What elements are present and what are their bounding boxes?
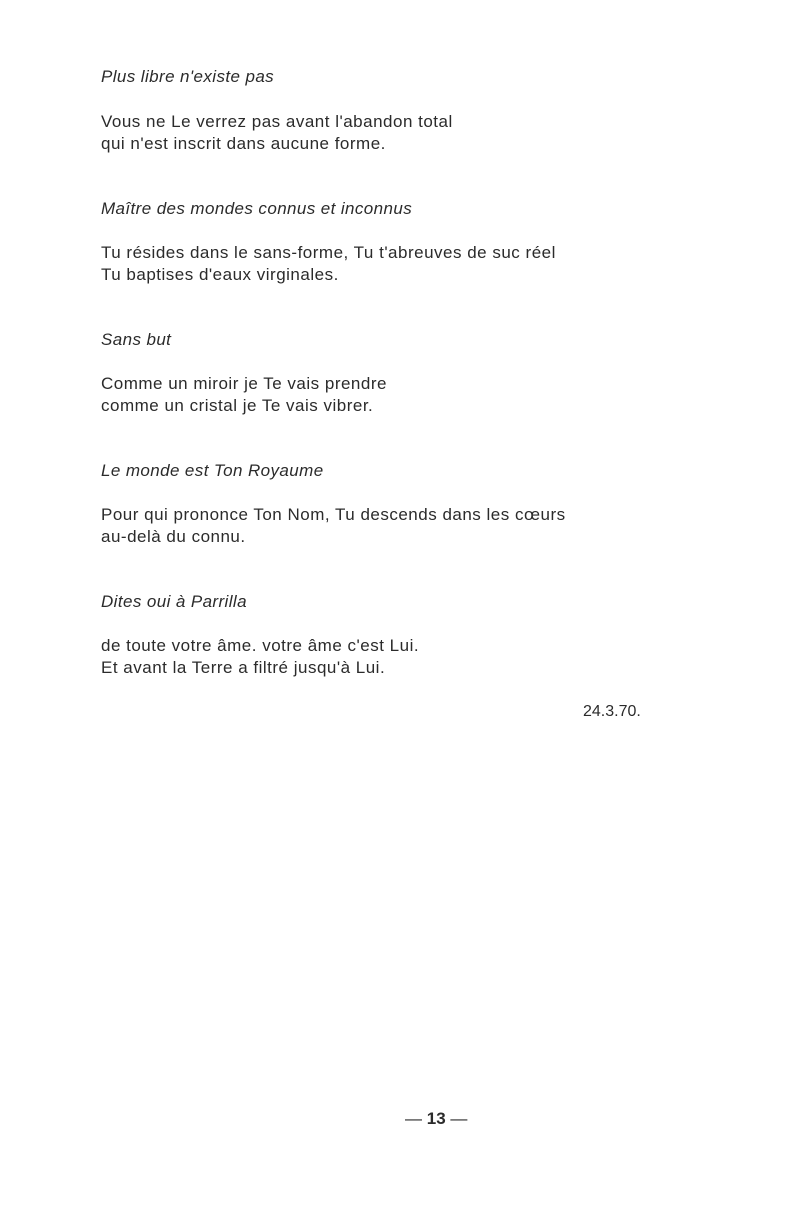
poem-title: Sans but (101, 330, 172, 349)
date-stamp: 24.3.70. (583, 703, 641, 720)
verse-line: au-delà du connu. (101, 527, 246, 546)
poem-title: Maître des mondes connus et inconnus (101, 199, 413, 218)
poem-title: Plus libre n'existe pas (101, 67, 275, 86)
poem-title: Le monde est Ton Royaume (101, 461, 324, 480)
poem-section-1 (101, 66, 701, 155)
poem-verse (101, 111, 701, 155)
poem-verse (101, 242, 701, 286)
poem-verse (101, 373, 701, 417)
poem-section-4 (101, 460, 701, 548)
poem-verse (101, 504, 701, 548)
page-number-dash-left: — (405, 1109, 422, 1128)
poem-verse (101, 635, 701, 679)
verse-line: Tu résides dans le sans-forme, Tu t'abreuves de suc réel (101, 243, 556, 262)
poem-title: Dites oui à Parrilla (101, 592, 247, 611)
poem-section-2 (101, 198, 701, 286)
verse-line: de toute votre âme. votre âme c'est Lui. (101, 636, 420, 655)
poem-section-3 (101, 329, 701, 417)
page-number-dash-right: — (450, 1109, 468, 1128)
verse-line: Et avant la Terre a filtré jusqu'à Lui. (101, 658, 386, 677)
page-number (405, 1108, 467, 1130)
verse-line: Comme un miroir je Te vais prendre (101, 374, 387, 393)
verse-line: comme un cristal je Te vais vibrer. (101, 396, 374, 415)
page-number-value: 13 (426, 1109, 446, 1128)
verse-line: Pour qui prononce Ton Nom, Tu descends dans les cœurs (101, 505, 566, 524)
poem-section-5 (101, 591, 701, 679)
verse-line: qui n'est inscrit dans aucune forme. (101, 134, 386, 153)
verse-line: Vous ne Le verrez pas avant l'abandon total (101, 112, 453, 131)
verse-line: Tu baptises d'eaux virginales. (101, 265, 339, 284)
